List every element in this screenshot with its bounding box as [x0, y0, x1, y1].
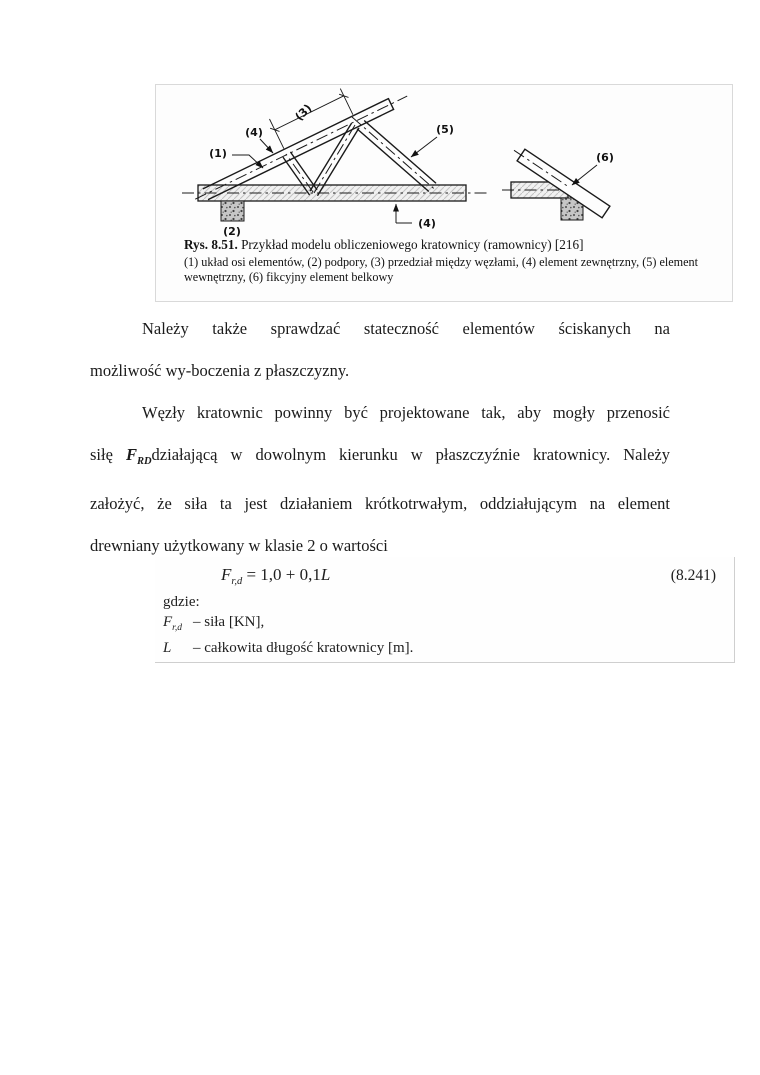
- detail-figure: [502, 149, 614, 220]
- figure-caption-text: Przykład modelu obliczeniowego kratownicy (ramownicy) [216]: [237, 237, 584, 252]
- equation-8-241: [221, 565, 330, 587]
- label-5: [411, 123, 454, 157]
- definition-l: [163, 638, 413, 658]
- equation-lhs-symbol: F: [221, 565, 232, 584]
- diagonal-member: [352, 117, 437, 191]
- label-5-text: (5): [436, 123, 454, 136]
- figure-caption-number: Rys. 8.51.: [184, 237, 238, 252]
- equation-definitions: [163, 612, 413, 658]
- paragraph2-line2: [90, 434, 670, 483]
- label-6: [572, 151, 614, 185]
- equation-block: [155, 557, 735, 663]
- body-text: [90, 308, 670, 567]
- equation-lhs-subscript: r,d: [231, 576, 243, 587]
- label-3: [293, 102, 315, 124]
- paragraph2-line4: drewniany użytkowany w klasie 2 o wartości: [90, 536, 388, 555]
- label-4-top-text: (4): [245, 126, 263, 139]
- label-4-bottom-text: (4): [418, 217, 436, 230]
- force-symbol: F: [125, 445, 137, 464]
- frd-symbol-letter: F: [163, 614, 173, 630]
- figure-legend-line2: wewnętrzny, (6) fikcyjny element belkowy: [184, 269, 394, 284]
- figure-legend-line1: (1) układ osi elementów, (2) podpory, (3) przedział między węzłami, (4) element zewnętrzny, (5) element: [184, 255, 699, 269]
- equation-rhs: = 1,0 + 0,1: [242, 565, 321, 584]
- dimension-3: [270, 89, 353, 149]
- paragraph2-line1: Węzły kratownic powinny być projektowane tak, aby mogły przenosić: [142, 403, 670, 422]
- definition-l-text: – całkowita długość kratownicy [m].: [193, 640, 414, 656]
- equation-number: (8.241): [670, 567, 716, 584]
- force-symbol-subscript: RD: [136, 456, 152, 467]
- definition-frd-text: – siła [KN],: [193, 614, 265, 630]
- label-4-bottom: [396, 204, 436, 230]
- definition-frd-symbol: [163, 612, 193, 638]
- label-2-text: (2): [223, 225, 241, 237]
- definition-frd: [163, 612, 413, 638]
- figure-caption: [184, 237, 729, 253]
- figure-legend: [184, 255, 729, 284]
- label-4-top: [245, 126, 273, 153]
- support-block: [221, 201, 244, 221]
- label-6-text: (6): [596, 151, 614, 164]
- definition-l-symbol: L: [163, 640, 172, 656]
- label-2: [223, 225, 241, 237]
- label-3-text: (3): [292, 101, 315, 124]
- figure-rys-8-51: [155, 84, 733, 302]
- equation-rhs-variable: L: [320, 565, 331, 584]
- p2l2-pre: siłę: [90, 445, 126, 464]
- label-1: [209, 147, 263, 168]
- frd-symbol-subscript: r,d: [172, 623, 182, 633]
- label-1-text: (1): [209, 147, 227, 160]
- where-label: gdzie:: [163, 594, 200, 610]
- paragraph1-line1: Należy także sprawdzać stateczność elementów ściskanych na: [142, 319, 670, 338]
- paragraph1-line2: możliwość wy-boczenia z płaszczyzny.: [90, 361, 350, 380]
- paragraph2-line3: założyć, że siła ta jest działaniem krótkotrwałym, oddziałującym na element: [90, 494, 670, 513]
- truss-diagram: [156, 85, 734, 237]
- p2l2-post: działającą w dowolnym kierunku w płaszczyźnie kratownicy. Należy: [151, 445, 670, 464]
